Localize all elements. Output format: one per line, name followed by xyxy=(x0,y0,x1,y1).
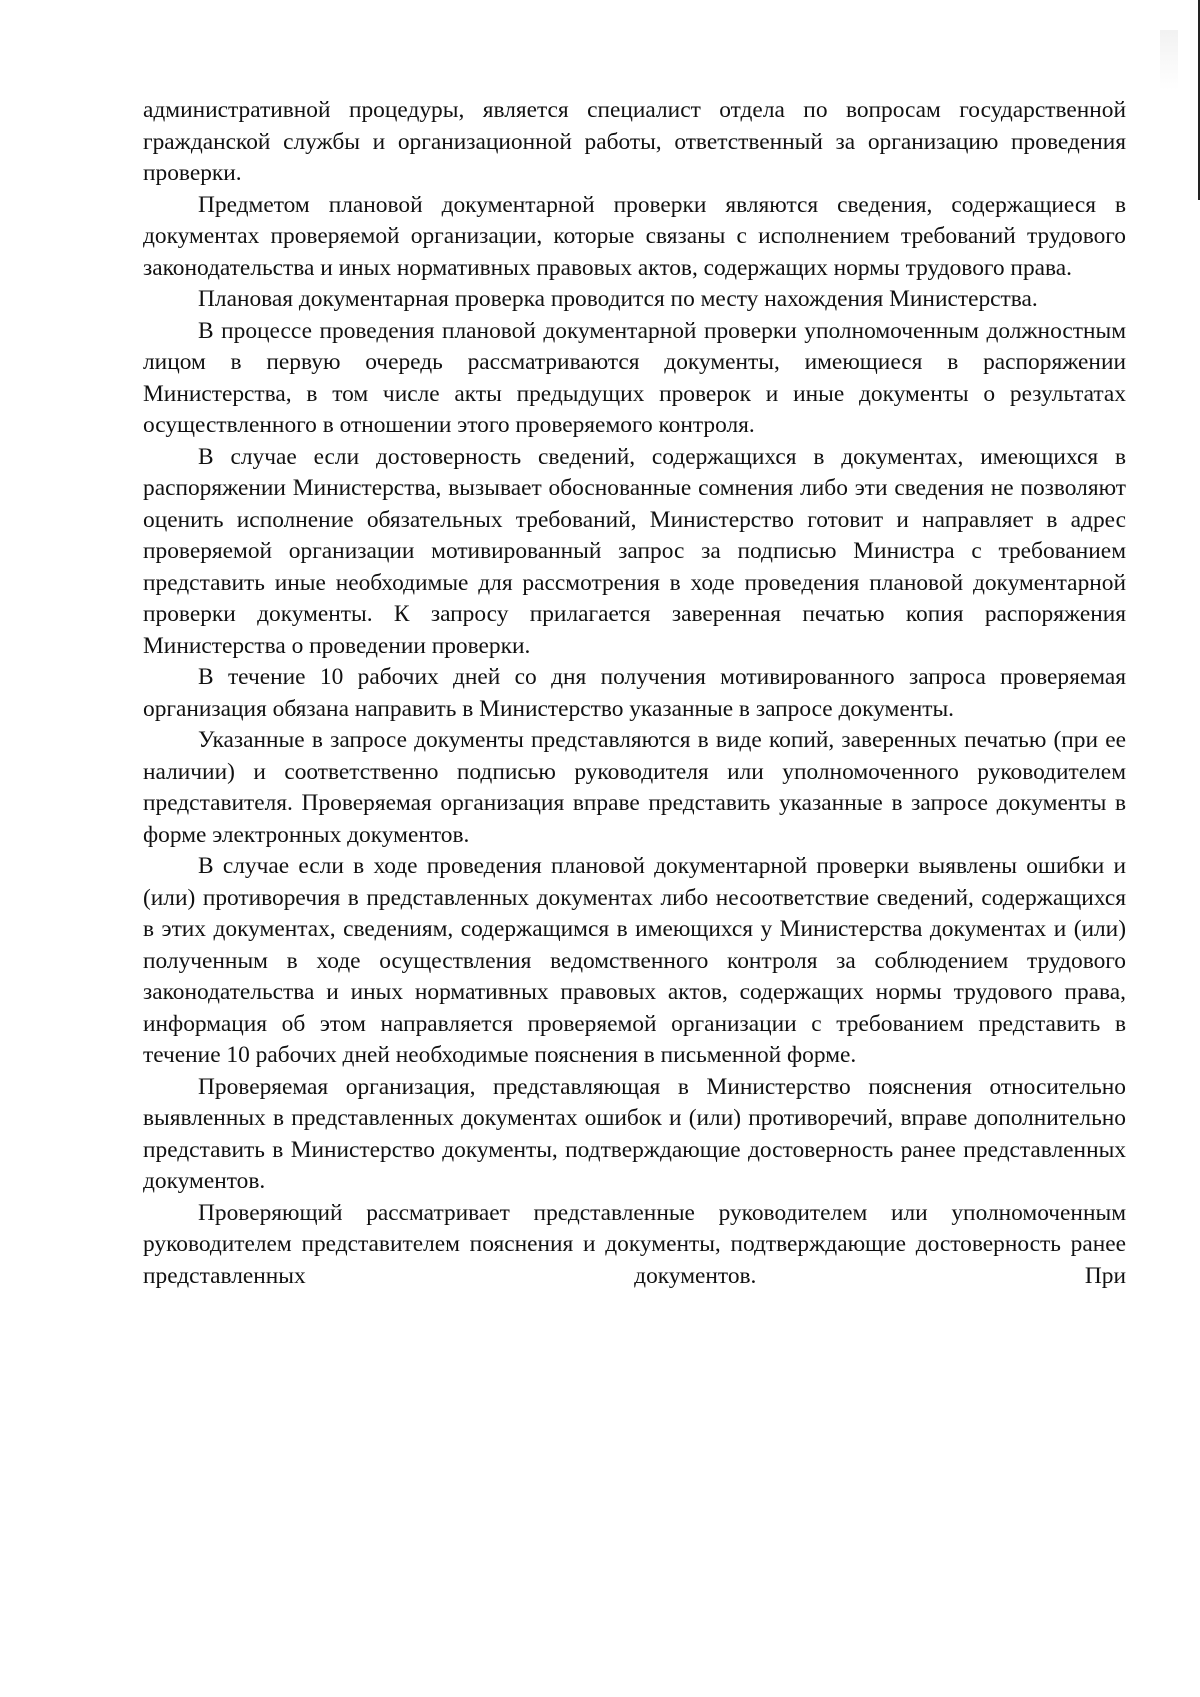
scan-artifact xyxy=(1160,30,1178,90)
paragraph-inspector-review: Проверяющий рассматривает представленные руководителем или уполномоченным руководителем представителем пояснения и документы, подтверждающие достоверность ранее представленных документов. При xyxy=(143,1199,1126,1289)
paragraph-inspection-location: Плановая документарная проверка проводится по месту нахождения Министерства. xyxy=(198,286,1038,312)
paragraph-explanations: Проверяемая организация, представляющая в Министерство пояснения относительно выявленных в представленных документах ошибок и (или) противоречий, вправе дополнительно представить в Министерство документы, подтверждающие достоверность ранее представленных документов. xyxy=(143,1073,1126,1194)
paragraph-document-copies: Указанные в запросе документы представляются в виде копий, заверенных печатью (при ее наличии) и соответственно подписью руководителя или уполномоченного руководителем представителя. Проверяемая организация вправе представить указанные в запросе документы в форме электронных документов. xyxy=(143,727,1126,848)
paragraph-request-deadline: В течение 10 рабочих дней со дня получения мотивированного запроса проверяемая организация обязана направить в Министерство указанные в запросе документы. xyxy=(143,664,1126,722)
paragraph-inspection-process: В процессе проведения плановой документарной проверки уполномоченным должностным лицом в первую очередь рассматриваются документы, имеющиеся в распоряжении Министерства, в том числе акты предыдущих проверок и иные документы о результатах осуществленного в отношении этого проверяемого контроля. xyxy=(143,317,1126,438)
paragraph-subject-of-inspection: Предметом плановой документарной проверки являются сведения, содержащиеся в документах проверяемой организации, которые связаны с исполнением требований трудового законодательства и иных нормативных правовых актов, содержащих нормы трудового права. xyxy=(143,191,1126,281)
document-body xyxy=(143,95,1126,1292)
paragraph-continuation: административной процедуры, является специалист отдела по вопросам государственной гражданской службы и организационной работы, ответственный за организацию проведения проверки. xyxy=(143,97,1126,186)
paragraph-errors-found: В случае если в ходе проведения плановой документарной проверки выявлены ошибки и (или) противоречия в представленных документах либо несоответствие сведений, содержащихся в этих документах, сведениям, содержащимся в имеющихся у Министерства документах и (или) полученным в ходе осуществления ведомственного контроля за соблюдением трудового законодательства и иных нормативных правовых актов, содержащих нормы трудового права, информация об этом направляется проверяемой организации с требованием представить в течение 10 рабочих дней необходимые пояснения в письменной форме. xyxy=(143,853,1126,1068)
paragraph-motivated-request: В случае если достоверность сведений, содержащихся в документах, имеющихся в распоряжении Министерства, вызывает обоснованные сомнения либо эти сведения не позволяют оценить исполнение обязательных требований, Министерство готовит и направляет в адрес проверяемой организации мотивированный запрос за подписью Министра с требованием представить иные необходимые для рассмотрения в ходе проведения плановой документарной проверки документы. К запросу прилагается заверенная печатью копия распоряжения Министерства о проведении проверки. xyxy=(143,443,1126,659)
